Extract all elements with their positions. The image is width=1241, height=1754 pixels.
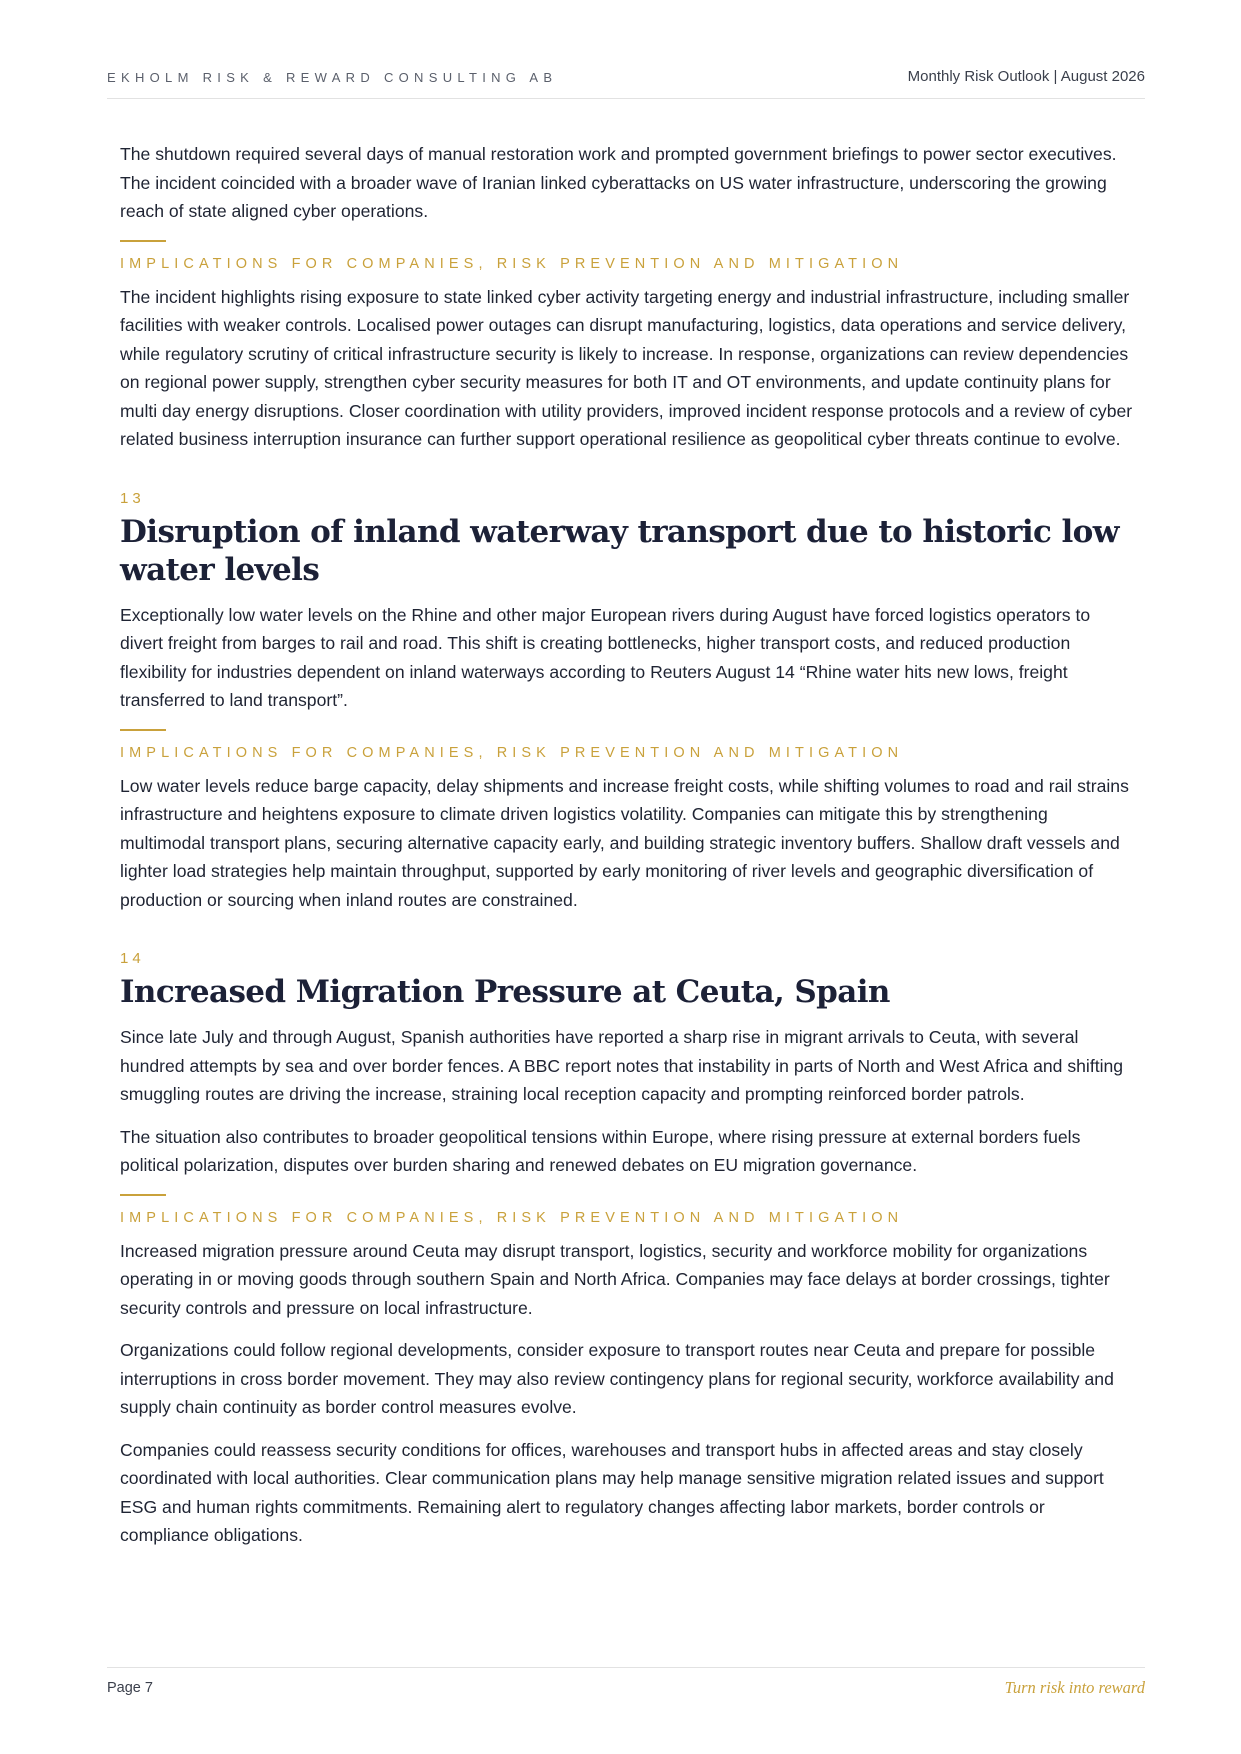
page-footer [107, 1667, 1145, 1698]
implications-paragraph: Organizations could follow regional developments, consider exposure to transport routes near Ceuta and prepare for possible interruptions in cross border movement. They may also review contingency plans for regional security, workforce availability and supply chain continuity as border control measures evolve. [120, 1340, 1114, 1417]
section-number: 13 [120, 489, 145, 507]
gold-divider [120, 729, 166, 731]
section-number: 14 [120, 950, 145, 967]
implications-paragraph: Low water levels reduce barge capacity, delay shipments and increase freight costs, while shifting volumes to road and rail strains infrastructure and heightens exposure to climate driven logistics volatility. Companies can mitigate this by strengthening multimodal transport plans, securing alternative capacity early, and building strategic inventory buffers. Shallow draft vessels and lighter load strategies help maintain throughput, supported by early monitoring of river levels and geographic diversification of production or sourcing when inland routes are constrained. [120, 775, 1129, 910]
publication-info: Monthly Risk Outlook | August 2026 [907, 68, 1145, 85]
gold-divider [120, 240, 166, 242]
page-number: Page 7 [107, 1680, 153, 1696]
section-paragraph: Exceptionally low water levels on the Rhine and other major European rivers during August have forced logistics operators to divert freight from barges to rail and road. This shift is creating bottlenecks, higher transport costs, and reduced production flexibility for industries dependent on inland waterways according to Reuters August 14 “Rhine water hits new lows, freight transferred to land transport”. [120, 604, 1091, 710]
implications-heading: IMPLICATIONS FOR COMPANIES, RISK PREVENTION AND MITIGATION [120, 1209, 904, 1226]
section-title: Disruption of inland waterway transport due to historic low water levels [120, 513, 1119, 588]
tagline: Turn risk into reward [1004, 1678, 1145, 1697]
gold-divider [120, 1194, 166, 1196]
page-header [107, 66, 1145, 99]
section-paragraph: The situation also contributes to broader geopolitical tensions within Europe, where rising pressure at external borders fuels political polarization, disputes over burden sharing and renewed debates on EU migration governance. [120, 1126, 1081, 1175]
implications-heading: IMPLICATIONS FOR COMPANIES, RISK PREVENTION AND MITIGATION [120, 744, 904, 761]
company-name: EKHOLM RISK & REWARD CONSULTING AB [107, 70, 558, 85]
intro-paragraph: The shutdown required several days of manual restoration work and prompted government briefings to power sector executives. The incident coincided with a broader wave of Iranian linked cyberattacks on US water infrastructure, underscoring the growing reach of state aligned cyber operations. [120, 144, 1117, 221]
section-paragraph: Since late July and through August, Spanish authorities have reported a sharp rise in migrant arrivals to Ceuta, with several hundred attempts by sea and over border fences. A BBC report notes that instability in parts of North and West Africa and shifting smuggling routes are driving the increase, straining local reception capacity and prompting reinforced border patrols. [120, 1027, 1124, 1104]
section-title: Increased Migration Pressure at Ceuta, Spain [120, 974, 890, 1010]
implications-paragraph: Increased migration pressure around Ceuta may disrupt transport, logistics, security and workforce mobility for organizations operating in or moving goods through southern Spain and North Africa. Companies may face delays at border crossings, tighter security controls and pressure on local infrastructure. [120, 1240, 1110, 1318]
implications-paragraph: The incident highlights rising exposure to state linked cyber activity targeting energy and industrial infrastructure, including smaller facilities with weaker controls. Localised power outages can disrupt manufacturing, logistics, data operations and service delivery, while regulatory scrutiny of critical infrastructure security is likely to increase. In response, organizations can review dependencies on regional power supply, strengthen cyber security measures for both IT and OT environments, and update continuity plans for multi day energy disruptions. Closer coordination with utility providers, improved incident response protocols and a review of cyber related business interruption insurance can further support operational resilience as geopolitical cyber threats continue to evolve. [120, 286, 1133, 449]
implications-paragraph: Companies could reassess security conditions for offices, warehouses and transport hubs in affected areas and stay closely coordinated with local authorities. Clear communication plans may help manage sensitive migration related issues and support ESG and human rights commitments. Remaining alert to regulatory changes affecting labor markets, border controls or compliance obligations. [120, 1439, 1104, 1545]
implications-heading: IMPLICATIONS FOR COMPANIES, RISK PREVENTION AND MITIGATION [120, 255, 904, 272]
page-content [120, 140, 1135, 1564]
